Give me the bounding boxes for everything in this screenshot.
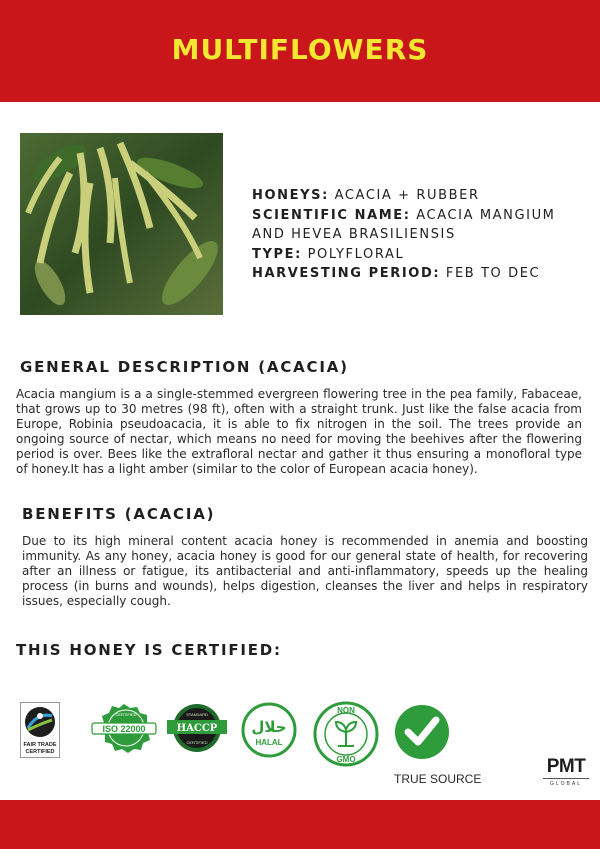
- certified-heading: THIS HONEY IS CERTIFIED:: [16, 641, 282, 659]
- haccp-top-text: STANDARD: [186, 712, 208, 717]
- fact-harvesting-period: HARVESTING PERIOD: FEB TO DEC: [252, 266, 541, 282]
- benefits-heading: BENEFITS (ACACIA): [22, 505, 216, 523]
- header-banner: [0, 0, 600, 102]
- fairtrade-line1: FAIR TRADE: [23, 742, 57, 748]
- general-description-text: Acacia mangium is a a single-stemmed evergreen flowering tree in the pea family, Fabaceae, that grows up to 30 metres (98 ft), often with a straight trunk. Just like the false acacia from Europe, Robinia pseudoacacia, it is able to fix nitrogen in the soil. The trees provide an ongoing source of nectar, which means no need for moving the beehives after the flowering period is over. Bees like the extrafloral nectar and gather it thus ensuring a monofloral type of honey.It has a light amber (similar to the color of European acacia honey).: [16, 387, 582, 476]
- fairtrade-line2: CERTIFIED: [25, 749, 55, 755]
- page-title: MULTIFLOWERS: [171, 33, 429, 66]
- halal-arabic-text: حلال: [251, 718, 287, 736]
- benefits-text: Due to its high mineral content acacia honey is recommended in anemia and boosting immunity. As any honey, acacia honey is good for our general state of health, for recovering after an illness or fatigue, its antibacterial and anti-inflammatory, speeds up the healing process (in burns and wounds), helps digestion, cleanses the liver and helps in respiratory issues, especially cough.: [22, 534, 588, 608]
- non-label: NON: [337, 706, 355, 715]
- fact-honeys: HONEYS: ACACIA + RUBBER: [252, 188, 480, 203]
- haccp-badge: [166, 702, 228, 754]
- footer-banner: [0, 800, 600, 849]
- non-gmo-badge: [312, 700, 380, 768]
- pmt-global-logo: [535, 757, 597, 787]
- halal-label: HALAL: [255, 738, 283, 747]
- haccp-label: HACCP: [176, 723, 218, 734]
- gmo-label: GMO: [336, 755, 356, 764]
- halal-badge: [241, 702, 297, 758]
- fairtrade-logo: [20, 702, 60, 758]
- true-source-label: TRUE SOURCE: [394, 772, 482, 786]
- fact-type: TYPE: POLYFLORAL: [252, 246, 405, 262]
- true-source-badge: [394, 704, 450, 760]
- iso-22000-badge: [90, 702, 158, 754]
- honey-facts: [252, 186, 582, 284]
- haccp-bottom-text: CERTIFIED: [186, 740, 208, 745]
- brand-name: PMT: [546, 756, 586, 777]
- iso-label: ISO 22000: [102, 724, 146, 734]
- brand-sub: GLOBAL: [543, 778, 589, 787]
- fact-scientific-name: SCIENTIFIC NAME: ACACIA MANGIUM AND HEVEA BRASILIENSIS: [252, 207, 556, 243]
- general-description-heading: GENERAL DESCRIPTION (ACACIA): [20, 358, 349, 376]
- acacia-flower-photo: [20, 133, 223, 315]
- iso-ring-text: CERTIFIED: [115, 712, 137, 717]
